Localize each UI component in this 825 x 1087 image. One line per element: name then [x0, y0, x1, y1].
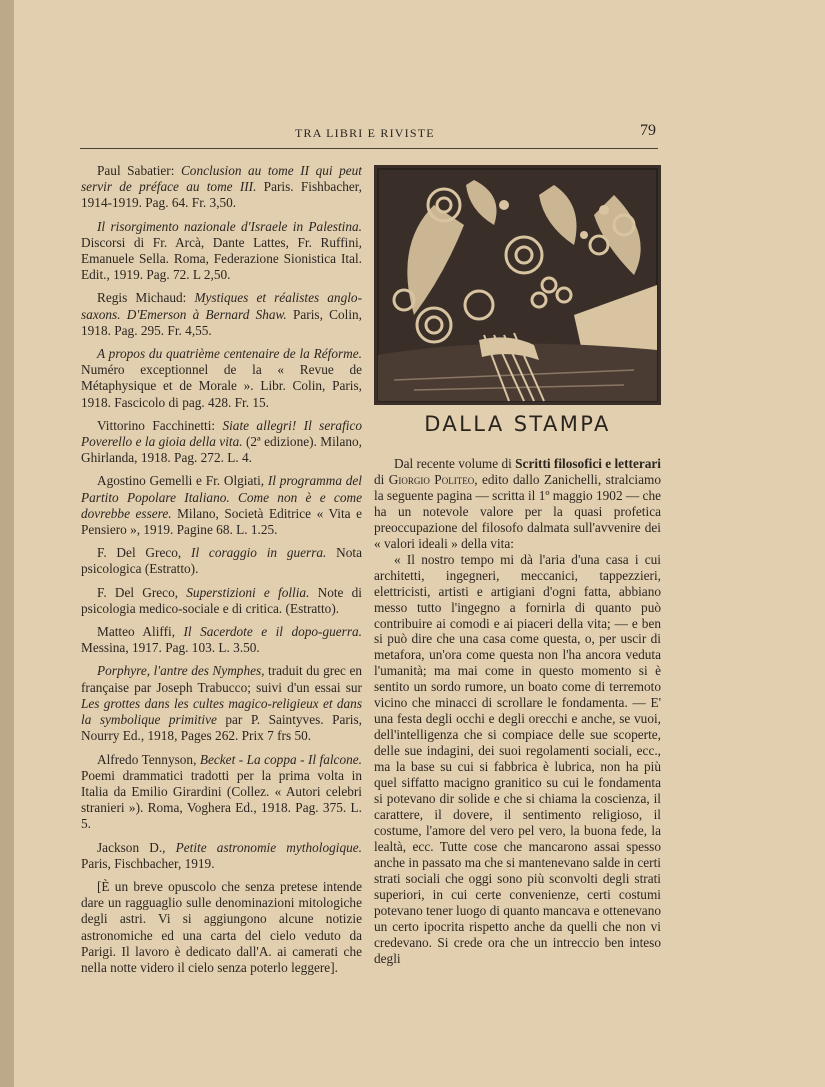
- bibliography-entry: Il risorgimento nazionale d'Israele in Palestina. Discorsi di Fr. Arcà, Dante Lattes, Fr. Ruffini, Emanuele Sella. Roma, Federazione Sionistica Ital. Edit., 1919. Pag. 72. L 2,50.: [81, 218, 362, 283]
- section-title: DALLA STAMPA: [424, 412, 611, 436]
- bibliography-entry: Matteo Aliffi, Il Sacerdote e il dopo-guerra. Messina, 1917. Pag. 103. L. 3.50.: [81, 624, 362, 656]
- bibliography-entry: Porphyre, l'antre des Nymphes, traduit du grec en française par Joseph Trabucco; suivi d'un essai sur Les grottes dans les cultes magico-religieux et dans la symbolique primitive par P. Saintyves. Paris, Nourry Ed., 1918, Pages 262. Prix 7 frs 50.: [81, 663, 363, 744]
- bibliography-entry: F. Del Greco, Superstizioni e follia. Note di psicologia medico-sociale e di critica. (Estratto).: [81, 584, 362, 616]
- bibliography-note: [È un breve opuscolo che senza pretese intende dare un ragguaglio sulle denominazioni mitologiche degli astri. Vi si aggiungono alcune notizie astronomiche ed una carta del cielo veduto da Parigi. Il lavoro è dedicato dall'A. ai camerati che nella notte videro il cielo senza poterlo leggere].: [81, 878, 362, 975]
- bibliography-entry: Agostino Gemelli e Fr. Olgiati, Il programma del Partito Popolare Italiano. Come non è e come dovrebbe essere. Milano, Società Editrice « Vita e Pensiero », 1919. Pagine 68. L. 1.25.: [81, 473, 362, 538]
- page-number: 79: [640, 122, 656, 139]
- flower-bouquet-woodcut: [374, 165, 661, 405]
- article-text: [374, 456, 661, 967]
- right-column: [374, 165, 661, 967]
- article-intro: Dal recente volume di Scritti filosofici e letterari di Giorgio Politeo, edito dallo Zanichelli, stralciamo la seguente pagina — scritta il 1º maggio 1902 — che ha un notevole valore per la quasi profetica preoccupazione del filosofo dalmata sull'avvenire dei « valori ideali » della vita:: [374, 456, 662, 551]
- article-quote: « Il nostro tempo mi dà l'aria d'una casa i cui architetti, ingegneri, meccanici, tappezzieri, elettricisti, artisti e artigiani d'ogni fatta, abbiano messo tutto l'ingegno a fornirla di quanto può contribuire ai comodi e ai piaceri della vita; — e ben si può dire che una casa come questa, o, per uscir di metafora, un'ora come questa non l'ha ancora veduta l'umanità; ma mai come in questo momento si è sentito un sordo rumore, un boato come di terremoto vicino che minacci di scrollare le fondamenta. — E' una festa degli occhi e degli orecchi e anche, se vuoi, dell'intelligenza che si compiace delle sue scoperte, delle sue indagini, dei suoi regolamenti sociali, ecc., ma la base su cui si fabbrica è lubrica, non ha più quel siffatto macigno granitico su cui le fondamenta si potevano dir solide e che si chiama la coscienza, il carattere, il dovere, il sentimento religioso, il costume, l'amore del vero pel vero, la buona fede, la lealtà, ecc. Tutte cose che mancarono assai spesso anche in passato ma che si mantenevano salde in certi strati sociali che oggi sono più sconvolti degli strati superiori, in cui certe convenienze, certi costumi potevano tener luogo di quanto mancava e ottenevano un certo ipocrita rispetto anche da quelli che non vi credevano. Si crede ora che un intreccio ben inteso degli: [374, 551, 661, 966]
- bibliography-entry: Vittorino Facchinetti: Siate allegri! Il serafico Poverello e la gioia della vita. (2ª edizione). Milano, Ghirlanda, 1918. Pag. 272. L. 4.: [81, 417, 363, 466]
- bibliography-entry: Paul Sabatier: Conclusion au tome II qui peut servir de préface au tome III. Paris. Fishbacher, 1914-1919. Pag. 64. Fr. 3,50.: [81, 163, 362, 211]
- running-title: TRA LIBRI E RIVISTE: [295, 126, 435, 140]
- bibliography-entry: Jackson D., Petite astronomie mythologique. Paris, Fischbacher, 1919.: [81, 839, 362, 871]
- bibliography-entry: Regis Michaud: Mystiques et réalistes anglo-saxons. D'Emerson à Bernard Shaw. Paris, Colin, 1918. Pag. 295. Fr. 4,55.: [81, 290, 362, 338]
- previous-page-edge: [0, 0, 15, 1087]
- left-column: [81, 163, 362, 983]
- bibliography-entry: Alfredo Tennyson, Becket - La coppa - Il falcone. Poemi drammatici tradotti per la prima volta in Italia da Emilio Girardini (Collez. « Autori celebri stranieri »). Roma, Voghera Ed., 1918. Pag. 375. L. 5.: [81, 751, 362, 832]
- bibliography-entry: F. Del Greco, Il coraggio in guerra. Nota psicologica (Estratto).: [81, 545, 363, 577]
- bibliography-entry: A propos du quatrième centenaire de la Réforme. Numéro exceptionnel de la « Revue de Métaphysique et de Morale ». Libr. Colin, Paris, 1918. Fascicolo di pag. 428. Fr. 15.: [81, 346, 362, 410]
- page-header: [80, 122, 658, 149]
